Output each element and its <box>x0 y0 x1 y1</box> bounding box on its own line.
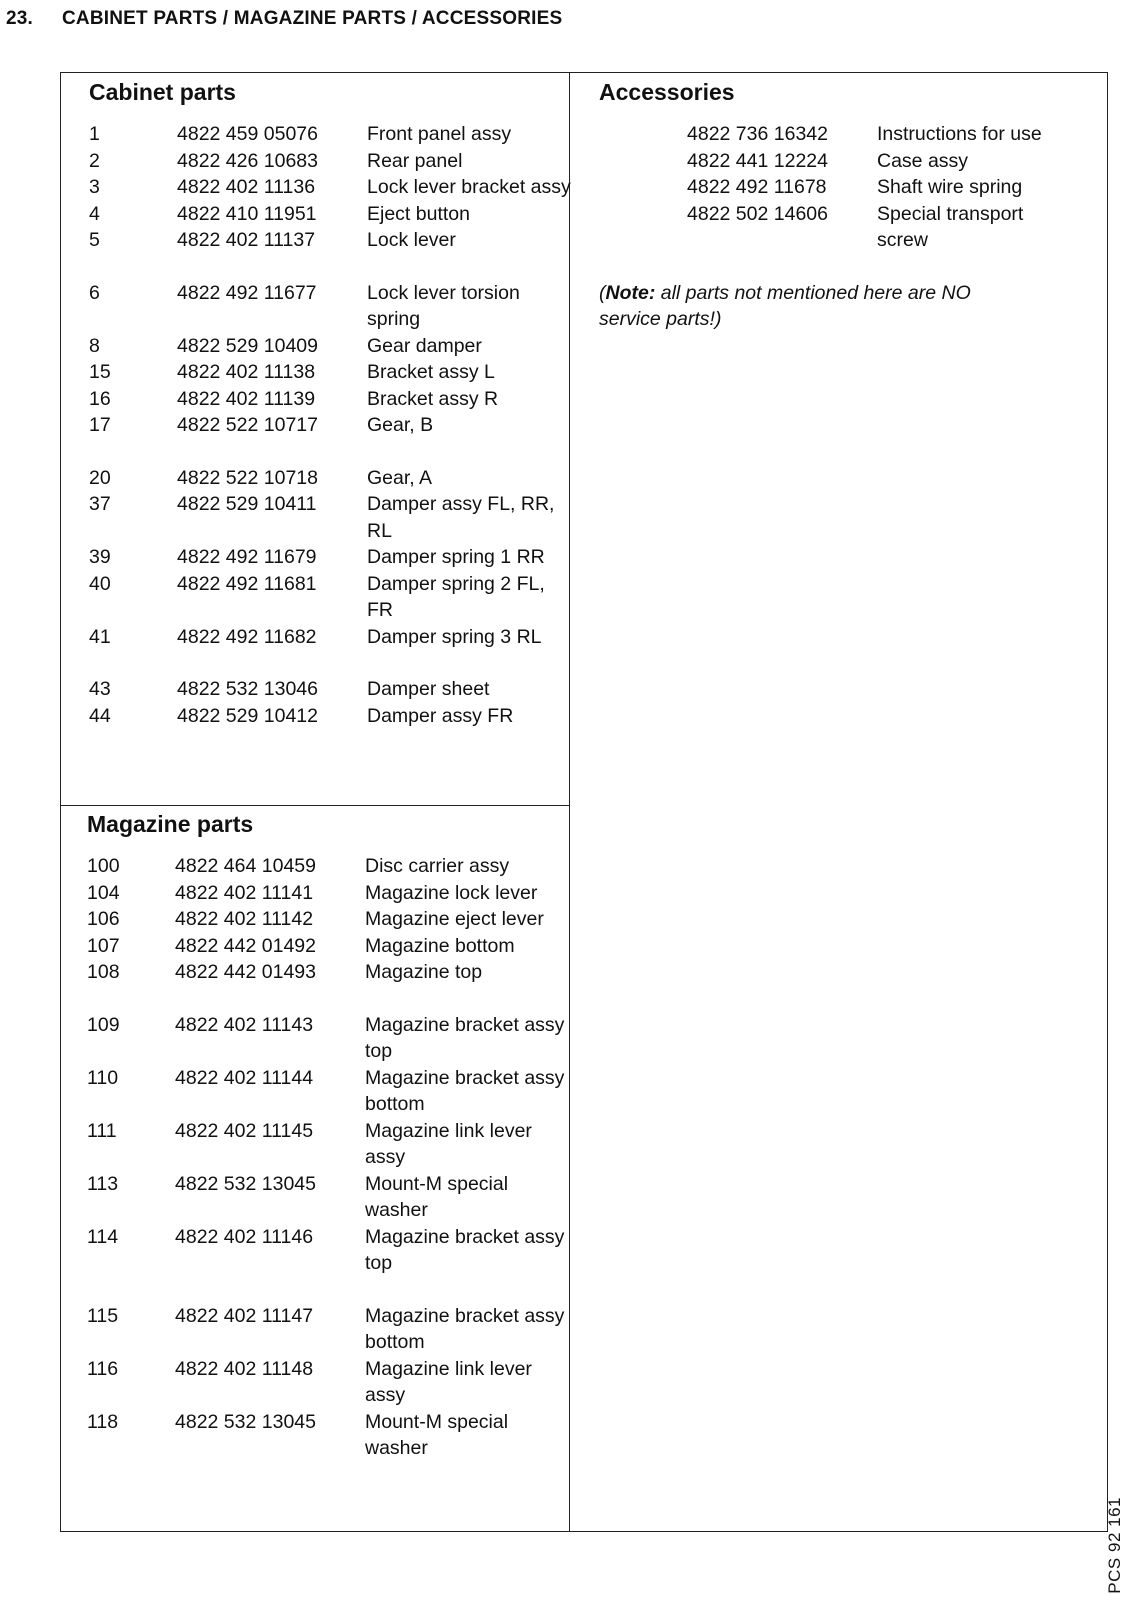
position-number: 5 <box>89 229 100 251</box>
part-description: Eject button <box>367 202 470 225</box>
note-label: Note: <box>605 281 656 304</box>
position-number: 41 <box>89 625 111 648</box>
note-open: ( <box>599 281 606 304</box>
part-code: 4822 402 11138 <box>177 361 316 383</box>
part-description: Lock lever <box>367 229 456 251</box>
part-code: 4822 402 11147 <box>175 1304 314 1327</box>
part-code: 4822 402 11136 <box>177 176 316 198</box>
position-number: 2 <box>89 149 100 172</box>
part-description: Case assy <box>877 149 969 172</box>
part-row <box>89 201 572 228</box>
cabinet-parts-section <box>89 77 572 729</box>
part-code: 4822 442 01492 <box>175 934 316 957</box>
part-row <box>87 959 570 986</box>
part-code: 4822 402 11144 <box>175 1066 314 1089</box>
part-description: Magazine bracket assy top <box>365 1013 565 1062</box>
part-row <box>87 933 570 960</box>
part-code: 4822 402 11142 <box>175 908 314 930</box>
document-code: PCS 92 161 <box>1105 1497 1124 1594</box>
part-row <box>89 412 572 439</box>
empty-position <box>599 201 687 254</box>
part-row <box>89 174 572 201</box>
part-description: Mount-M special washer <box>365 1172 509 1221</box>
part-row <box>87 880 570 907</box>
accessories-section <box>599 77 1077 333</box>
accessory-row <box>599 121 1077 148</box>
part-row <box>89 465 572 492</box>
section-divider <box>61 805 569 806</box>
accessory-row <box>599 148 1077 175</box>
part-row <box>89 148 572 175</box>
position-number: 107 <box>87 934 120 957</box>
position-number: 116 <box>87 1357 119 1380</box>
section-number: 23. <box>6 8 34 29</box>
part-code: 4822 464 10459 <box>175 855 316 877</box>
position-number: 39 <box>89 546 111 568</box>
part-row <box>87 1224 570 1277</box>
part-row <box>89 359 572 386</box>
part-description: Gear, B <box>367 414 434 436</box>
part-code: 4822 529 10412 <box>177 704 318 727</box>
part-code: 4822 402 11146 <box>175 1225 314 1248</box>
part-code: 4822 402 11143 <box>175 1013 314 1036</box>
position-number: 8 <box>89 334 100 357</box>
position-number: 16 <box>89 387 111 410</box>
part-code: 4822 522 10717 <box>177 414 318 436</box>
part-row <box>87 1356 570 1409</box>
part-description: Magazine bracket assy bottom <box>365 1066 565 1115</box>
part-description: Magazine link lever assy <box>365 1119 532 1168</box>
part-code: 4822 410 11951 <box>177 202 317 225</box>
part-code: 4822 402 11137 <box>177 229 316 251</box>
position-number: 6 <box>89 281 100 304</box>
part-description: Front panel assy <box>367 123 512 145</box>
part-row <box>89 624 572 651</box>
part-code: 4822 492 11679 <box>177 546 317 568</box>
service-note <box>599 280 1029 333</box>
part-description: Magazine eject lever <box>365 908 544 930</box>
accessories-list <box>599 121 1077 254</box>
part-code: 4822 532 13046 <box>177 678 318 700</box>
accessory-row <box>599 174 1077 201</box>
part-description: Gear, A <box>367 466 433 489</box>
part-description: Instructions for use <box>877 123 1042 145</box>
part-description: Damper spring 2 FL, FR <box>367 572 545 621</box>
empty-position <box>599 121 687 148</box>
part-row <box>87 853 570 880</box>
part-description: Damper assy FL, RR, RL <box>367 493 555 542</box>
accessory-row <box>599 201 1077 254</box>
position-number: 15 <box>89 361 111 383</box>
part-row <box>87 1012 570 1065</box>
part-row <box>89 386 572 413</box>
magazine-parts-list <box>87 853 570 1462</box>
part-row <box>89 333 572 360</box>
part-code: 4822 459 05076 <box>177 123 318 145</box>
position-number: 108 <box>87 961 120 983</box>
part-code: 4822 442 01493 <box>175 961 316 983</box>
position-number: 17 <box>89 414 111 436</box>
position-number: 110 <box>87 1066 119 1089</box>
empty-position <box>599 148 687 175</box>
part-description: Lock lever torsion spring <box>367 281 520 330</box>
cabinet-parts-list <box>89 121 572 729</box>
part-code: 4822 492 11678 <box>687 176 827 198</box>
part-row <box>89 676 572 703</box>
page-title <box>6 8 562 30</box>
part-row <box>89 227 572 254</box>
position-number: 20 <box>89 466 111 489</box>
part-description: Special transport screw <box>877 202 1024 251</box>
part-row <box>87 1171 570 1224</box>
part-code: 4822 492 11682 <box>177 625 317 648</box>
part-description: Bracket assy R <box>367 387 499 410</box>
accessories-heading: Accessories <box>599 79 735 105</box>
position-number: 113 <box>87 1172 119 1195</box>
position-number: 43 <box>89 678 111 700</box>
position-number: 3 <box>89 176 100 198</box>
part-description: Magazine bottom <box>365 934 515 957</box>
part-code: 4822 492 11677 <box>177 281 317 304</box>
part-code: 4822 502 14606 <box>687 202 828 225</box>
part-row <box>87 1118 570 1171</box>
part-code: 4822 402 11141 <box>175 881 314 904</box>
empty-position <box>599 174 687 201</box>
part-description: Rear panel <box>367 149 463 172</box>
part-description: Bracket assy L <box>367 361 495 383</box>
position-number: 4 <box>89 202 100 225</box>
parts-table-frame <box>60 72 1108 1532</box>
part-row <box>89 544 572 571</box>
part-description: Magazine bracket assy bottom <box>365 1304 565 1353</box>
part-description: Magazine top <box>365 961 483 983</box>
section-title: CABINET PARTS / MAGAZINE PARTS / ACCESSORIES <box>62 8 563 29</box>
part-description: Damper sheet <box>367 678 490 700</box>
part-row <box>89 121 572 148</box>
part-row <box>87 1409 570 1462</box>
part-description: Damper assy FR <box>367 704 514 727</box>
part-row <box>87 1303 570 1356</box>
position-number: 104 <box>87 881 120 904</box>
part-code: 4822 402 11139 <box>177 387 316 410</box>
position-number: 100 <box>87 855 120 877</box>
part-code: 4822 532 13045 <box>175 1410 316 1433</box>
part-code: 4822 402 11148 <box>175 1357 314 1380</box>
part-description: Magazine link lever assy <box>365 1357 532 1406</box>
position-number: 37 <box>89 493 111 515</box>
part-row <box>87 1065 570 1118</box>
part-description: Disc carrier assy <box>365 855 510 877</box>
part-row <box>89 703 572 730</box>
part-row <box>89 571 572 624</box>
part-code: 4822 402 11145 <box>175 1119 314 1142</box>
magazine-parts-section <box>87 809 570 1462</box>
note-text: all parts not mentioned here are NO service parts!) <box>599 281 971 330</box>
part-description: Mount-M special washer <box>365 1410 509 1459</box>
part-row <box>89 491 572 544</box>
position-number: 115 <box>87 1304 119 1327</box>
position-number: 111 <box>87 1119 117 1142</box>
part-code: 4822 441 12224 <box>687 149 828 172</box>
part-description: Damper spring 3 RL <box>367 625 542 648</box>
part-code: 4822 736 16342 <box>687 123 828 145</box>
part-description: Magazine bracket assy top <box>365 1225 565 1274</box>
position-number: 44 <box>89 704 111 727</box>
cabinet-parts-heading: Cabinet parts <box>89 79 236 105</box>
part-code: 4822 529 10409 <box>177 334 318 357</box>
position-number: 40 <box>89 572 111 595</box>
part-code: 4822 529 10411 <box>177 493 317 515</box>
position-number: 1 <box>89 123 100 145</box>
magazine-parts-heading: Magazine parts <box>87 811 254 837</box>
position-number: 118 <box>87 1410 119 1433</box>
part-description: Shaft wire spring <box>877 176 1023 198</box>
part-code: 4822 426 10683 <box>177 149 318 172</box>
position-number: 109 <box>87 1013 120 1036</box>
part-description: Lock lever bracket assy <box>367 176 571 198</box>
part-row <box>89 280 572 333</box>
part-description: Magazine lock lever <box>365 881 538 904</box>
part-row <box>87 906 570 933</box>
part-code: 4822 522 10718 <box>177 466 318 489</box>
part-description: Damper spring 1 RR <box>367 546 545 568</box>
position-number: 106 <box>87 908 120 930</box>
part-description: Gear damper <box>367 334 482 357</box>
part-code: 4822 492 11681 <box>177 572 317 595</box>
part-code: 4822 532 13045 <box>175 1172 316 1195</box>
position-number: 114 <box>87 1225 119 1248</box>
